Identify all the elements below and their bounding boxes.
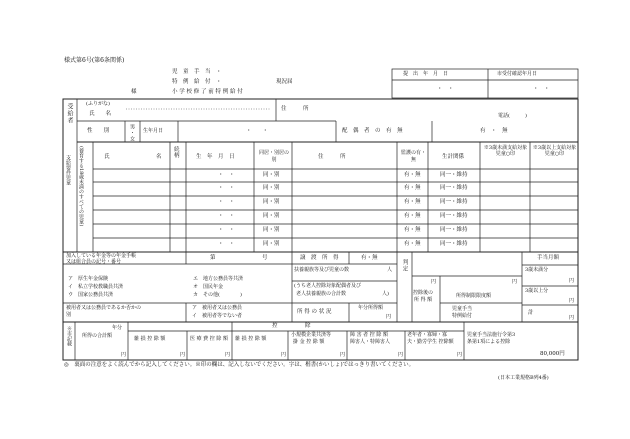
child-birth-field[interactable]: ・ ・ xyxy=(218,185,235,191)
addressee: 様 xyxy=(131,89,137,95)
pension-option-a[interactable]: ア 厚生年金保険 xyxy=(68,276,109,282)
birth-label: 生年月日 xyxy=(143,128,164,134)
pension-option-o[interactable]: オ 国民年金 xyxy=(193,284,224,290)
col-disabled-line2: 障害人・特障害人 xyxy=(350,339,391,345)
col-birth: 生 年 月 日 xyxy=(196,154,235,160)
col-address: 住 所 xyxy=(318,154,346,160)
receipt-date-field[interactable]: ・ ・ xyxy=(533,86,550,92)
col-small-business-line2: 掛 金 控 除 額 xyxy=(293,339,325,345)
transfer-income-value[interactable]: 有・無 xyxy=(361,255,378,261)
municipal-yen-7: 円 xyxy=(457,352,463,358)
child-livelihood-field[interactable]: 同一・維持 xyxy=(440,199,468,205)
col-small-business-line1: 小規模企業共済等 xyxy=(291,332,332,338)
total-amount-label: 計 xyxy=(528,310,534,316)
col-name-2: 名 xyxy=(156,154,162,160)
col-mishap-deduction: 雑 損 控 除 額 xyxy=(134,336,166,342)
municipal-yen-2: 円 xyxy=(180,352,186,358)
income-limit-label: 所得制限限度額 xyxy=(456,293,492,299)
children-side-label: 支給要件児童 xyxy=(65,155,71,185)
municipal-yen-5: 円 xyxy=(340,352,346,358)
dependents-unit: 人 xyxy=(387,267,393,273)
col-over3: ※3歳以上支給対象児童○印 xyxy=(532,145,577,158)
income-status-label: 所 得 の 状 況 xyxy=(297,309,332,315)
col-ordinance-line2: 条第1項による控除 xyxy=(467,339,511,345)
spouse-label: 配 偶 者 の 有 無 xyxy=(342,128,403,134)
pension-option-ka[interactable]: カ その他( ) xyxy=(193,292,242,298)
receipt-date-label: 市受付確認年月日 xyxy=(497,71,538,77)
insured-option-i[interactable]: イ 被用者等でない者 xyxy=(192,313,243,319)
sex-options[interactable]: 男・女 xyxy=(129,124,135,142)
deduction-header: 控 除 xyxy=(272,323,311,329)
municipal-yen-6: 円 xyxy=(398,352,404,358)
col-disabled-line1: 障 害 者 控 除 額 xyxy=(350,332,388,338)
fixed-deduction-amount: 80,000円 xyxy=(540,351,565,357)
furigana-label: (ふりがな) xyxy=(86,101,110,107)
jis-standard: (日本工業規格B列4番) xyxy=(498,375,549,381)
special-benefit-label: 特例給付 xyxy=(452,313,473,319)
name-label: 氏 名 xyxy=(89,111,112,117)
municipal-year-label: 年分 xyxy=(112,325,123,331)
child-livelihood-field[interactable]: 同一・維持 xyxy=(440,213,468,219)
assessment-yen-1: 円 xyxy=(431,279,437,285)
transfer-income-label: 譲 渡 所 得 xyxy=(300,255,339,261)
income-amount-label: 所 得 額 xyxy=(414,297,433,303)
over3-yen: 円 xyxy=(569,298,575,304)
child-residence-field[interactable]: 同・別 xyxy=(263,241,280,247)
sex-label: 性 別 xyxy=(87,128,110,134)
col-other-deduction: 雑 損 控 除 額 xyxy=(235,336,267,342)
pension-header-line2: 又は組合員の記号・番号 xyxy=(66,259,122,265)
col-under3: ※3歳未満支給対象児童○印 xyxy=(483,145,528,158)
col-elderly-line1: 老年者・寡婦・寡 xyxy=(407,332,448,338)
insured-label-line2: 別 xyxy=(66,312,72,318)
child-allowance-label: 児童手当 xyxy=(452,306,473,312)
footnote: ◎ 裏面の注意をよく読んでから記入してください。※印の欄は、記入しないでください。字は、楷書(かいしょ)ではっきり書いてください。 xyxy=(64,362,415,368)
municipal-yen-1: 円 xyxy=(121,352,127,358)
child-birth-field[interactable]: ・ ・ xyxy=(218,227,235,233)
municipal-yen-4: 円 xyxy=(281,352,287,358)
col-ordinance-line1: 児童手当法施行令第3 xyxy=(467,332,516,338)
municipal-yen-3: 円 xyxy=(225,352,231,358)
col-custody: 監護の有・無 xyxy=(400,150,426,163)
title-suffix: 現況届 xyxy=(276,79,293,85)
income-yen: 円 xyxy=(386,314,392,320)
pension-header-line1: 加入している年金等の年金手帳 xyxy=(66,253,137,259)
submit-date-label: 提 出 年 月 日 xyxy=(403,71,449,77)
pension-dai: 第 xyxy=(210,255,216,261)
insured-label-line1: 被用者又は公務員であるか否かの xyxy=(66,305,142,311)
child-birth-field[interactable]: ・ ・ xyxy=(218,241,235,247)
deduction-label: 控除後の xyxy=(413,290,434,296)
elderly-unit: 人) xyxy=(382,291,389,297)
title-line-1: 児 童 手 当 ・ xyxy=(172,69,222,75)
col-relation: 続柄 xyxy=(174,147,180,160)
address-label: 住 所 xyxy=(281,106,309,112)
col-livelihood: 生計関係 xyxy=(442,154,465,160)
assessment-yen-2: 円 xyxy=(512,279,518,285)
elderly-line1: (うち老人控除対象配偶者及び xyxy=(294,283,361,289)
child-livelihood-field[interactable]: 同一・維持 xyxy=(440,185,468,191)
form-number: 様式第6号(第6条関係) xyxy=(64,57,125,64)
over3-amount-label: 3歳以上分 xyxy=(525,288,549,294)
title-line-3: 小 学 校 修 了 前 特 例 給 付 xyxy=(172,89,243,95)
child-livelihood-field[interactable]: 同一・維持 xyxy=(440,172,468,178)
pension-option-i[interactable]: イ 私立学校教職員共済 xyxy=(68,284,124,290)
municipal-side-label: ※市記載 xyxy=(66,326,72,346)
children-side-sub-label: (養育する18歳未満のすべての児童) xyxy=(78,146,84,227)
under3-amount-label: 3歳未満分 xyxy=(525,267,549,273)
pension-gou: 号 xyxy=(262,255,268,261)
total-income-label: 所得の合計額 xyxy=(82,333,113,339)
spouse-value[interactable]: 有 ・ 無 xyxy=(480,128,508,134)
child-custody-field[interactable]: 有・無 xyxy=(404,172,421,178)
child-residence-field[interactable]: 同・別 xyxy=(263,172,280,178)
child-birth-field[interactable]: ・ ・ xyxy=(218,199,235,205)
col-residence: 同居・別居の別 xyxy=(258,150,289,163)
col-medical-deduction: 医 療 費 控 除 額 xyxy=(190,336,228,342)
title-line-2: 特 例 給 付 ・ xyxy=(172,79,222,85)
pension-option-e[interactable]: エ 地方公務員等共済 xyxy=(193,276,244,282)
child-residence-field[interactable]: 同・別 xyxy=(263,213,280,219)
insured-option-a[interactable]: ア 被用者又は公務員 xyxy=(192,305,243,311)
elderly-line2: 老人扶養親族の合計数 xyxy=(296,291,347,297)
pension-option-u[interactable]: ウ 国家公務員共済 xyxy=(68,292,114,298)
monthly-amount-label: 手当月額 xyxy=(537,255,560,261)
judgement-label: 判定 xyxy=(401,259,408,272)
child-residence-field[interactable]: 同・別 xyxy=(263,227,280,233)
child-livelihood-field[interactable]: 同一・維持 xyxy=(440,241,468,247)
col-name-1: 氏 xyxy=(104,154,110,160)
child-residence-field[interactable]: 同・別 xyxy=(263,185,280,191)
dependents-label: 扶養親族等及び児童の数 xyxy=(294,267,350,273)
total-yen: 円 xyxy=(569,315,575,321)
phone-label: 電話( ) xyxy=(498,113,527,119)
child-birth-field[interactable]: ・ ・ xyxy=(218,172,235,178)
col-elderly-line2: 夫・勤労学生 控除額 xyxy=(407,339,454,345)
applicant-section-label: 受給者 xyxy=(66,103,73,124)
child-custody-field[interactable]: 有・無 xyxy=(404,241,421,247)
income-year-label: 年分所得額 xyxy=(358,305,384,311)
under3-yen: 円 xyxy=(569,278,575,284)
child-birth-field[interactable]: ・ ・ xyxy=(218,213,235,219)
child-custody-field[interactable]: 有・無 xyxy=(404,213,421,219)
submit-date-field[interactable]: ・ ・ xyxy=(437,86,454,92)
child-livelihood-field[interactable]: 同一・維持 xyxy=(440,227,468,233)
child-residence-field[interactable]: 同・別 xyxy=(263,199,280,205)
child-custody-field[interactable]: 有・無 xyxy=(404,227,421,233)
child-custody-field[interactable]: 有・無 xyxy=(404,185,421,191)
child-custody-field[interactable]: 有・無 xyxy=(404,199,421,205)
birth-value[interactable]: ・ ・ xyxy=(246,128,269,134)
